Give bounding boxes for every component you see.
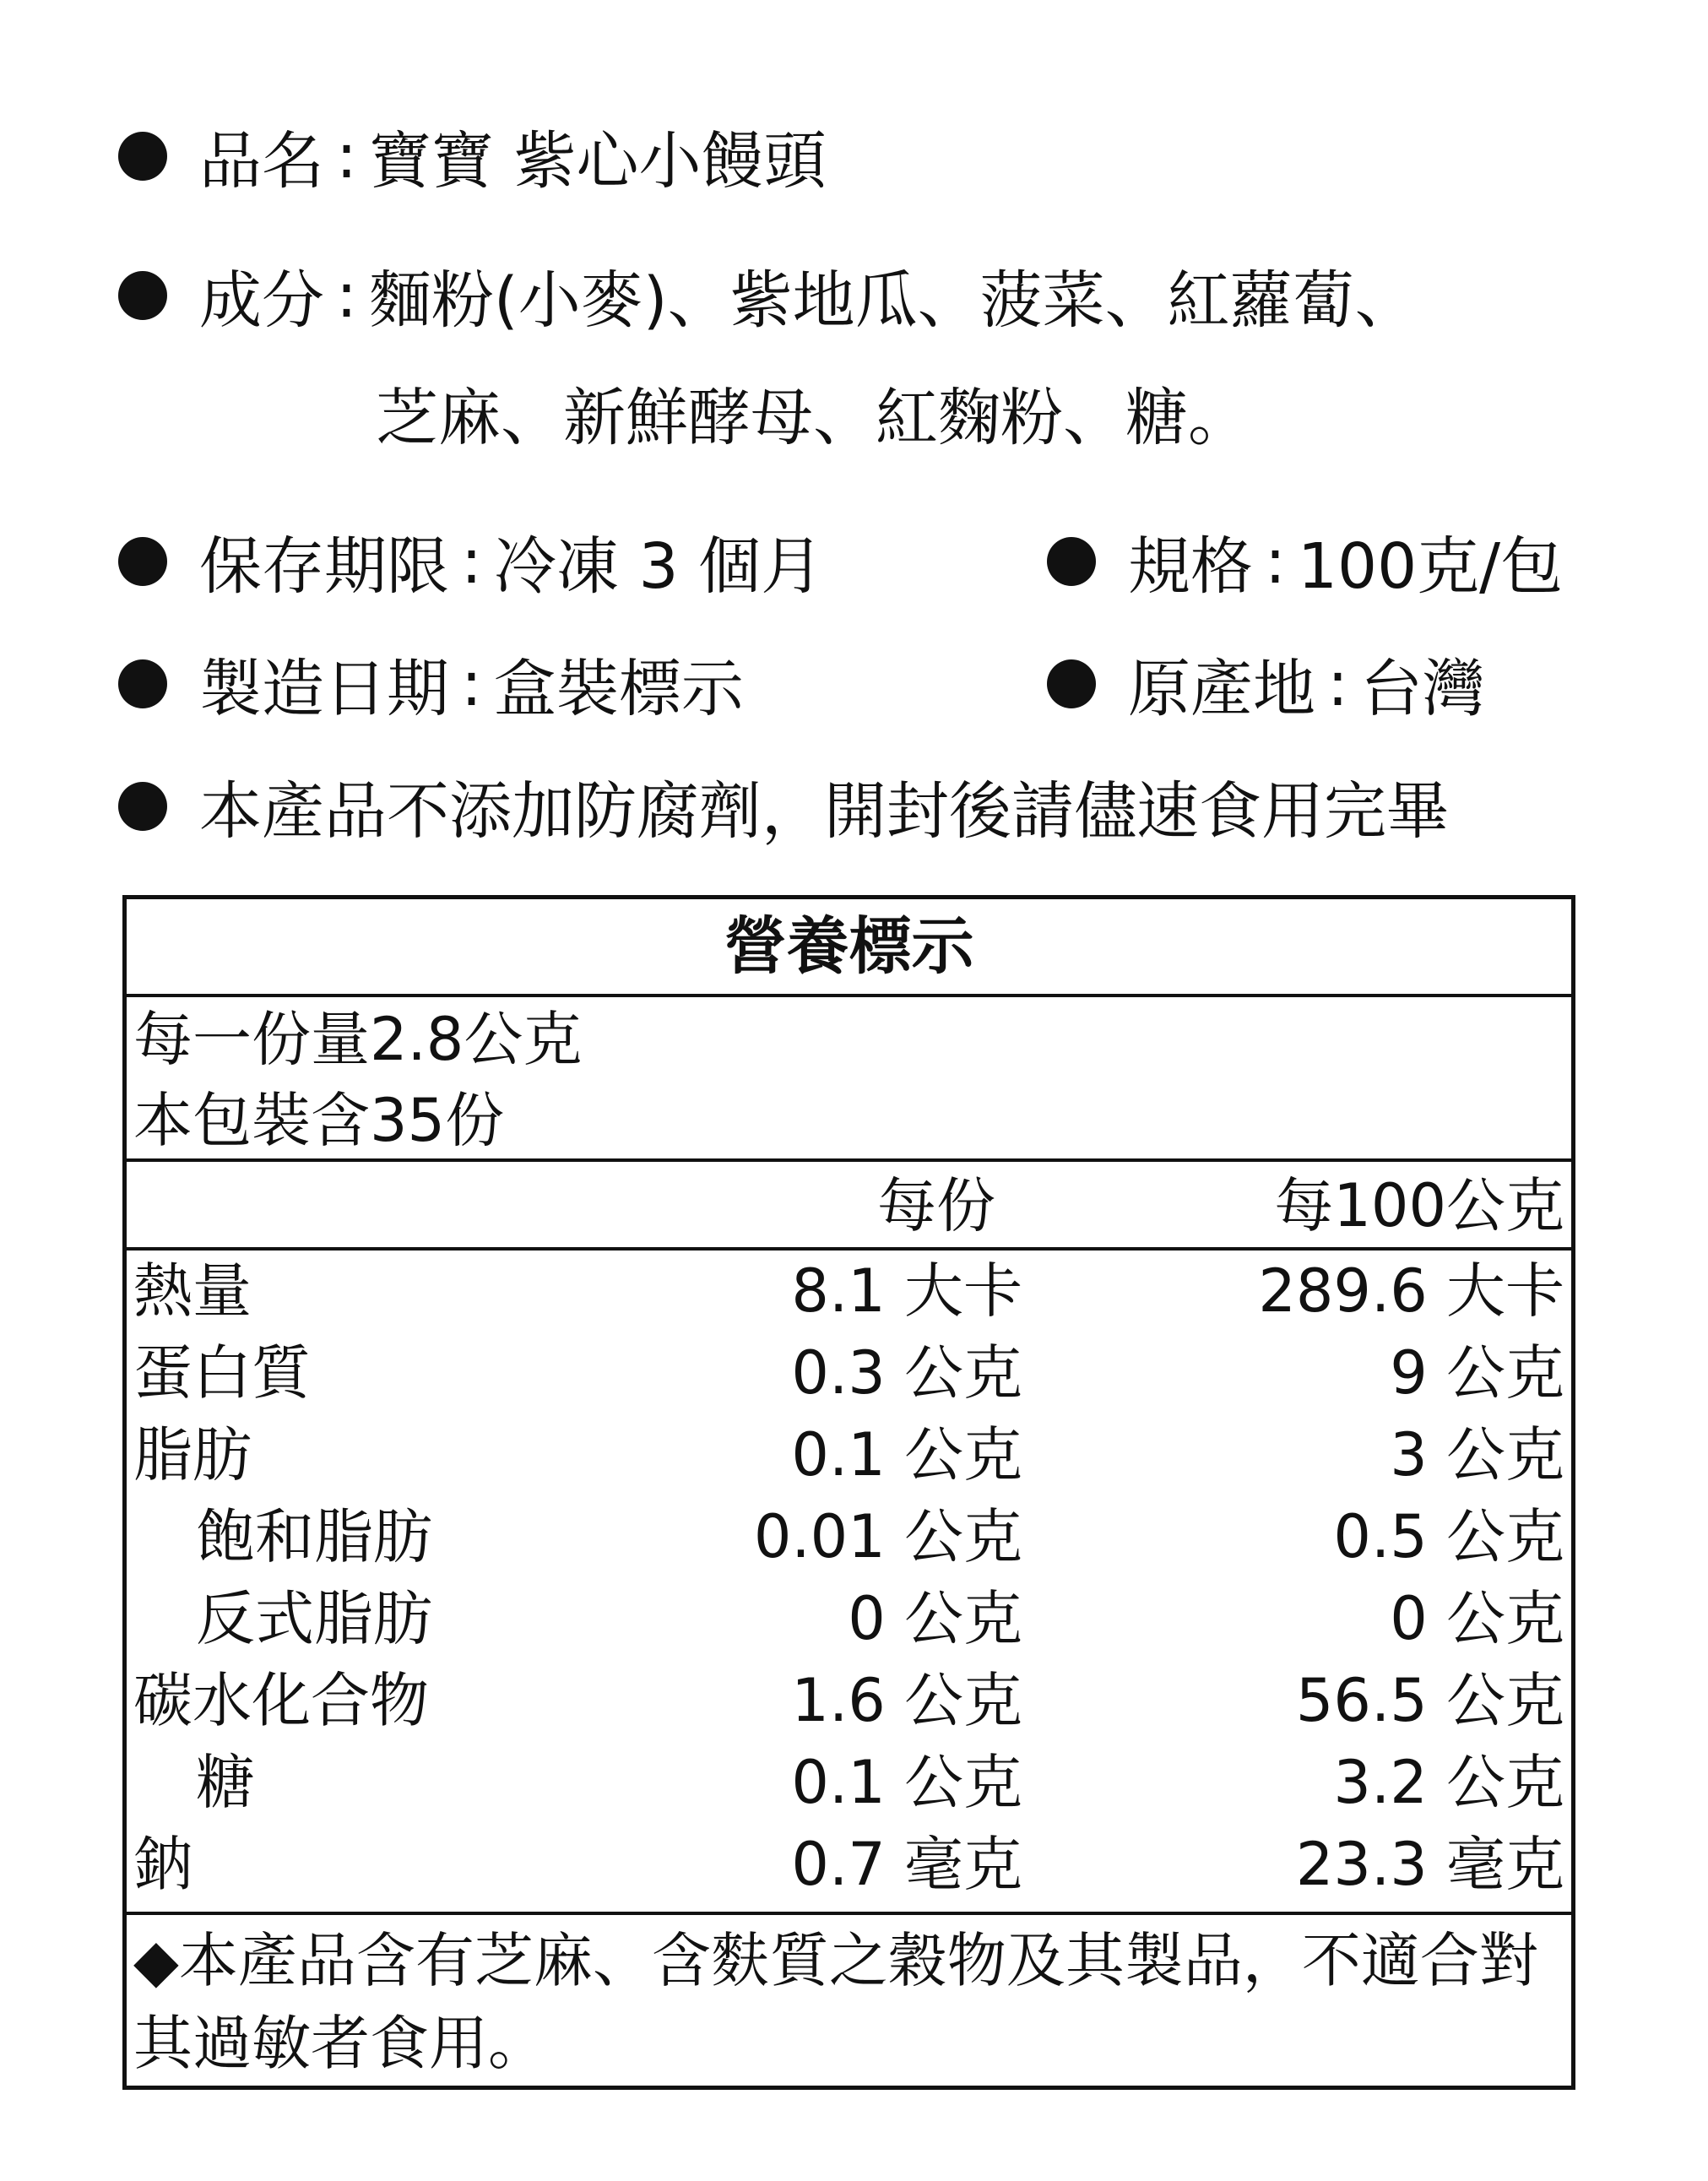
- origin-label: 原產地: [1128, 653, 1315, 725]
- nutrient-per-serving: 0.3 公克: [791, 1338, 1022, 1408]
- spec-line: [1047, 519, 1563, 604]
- origin-line: [1047, 642, 1485, 726]
- nutrient-per-serving: 0.7 毫克: [791, 1830, 1022, 1899]
- nutrient-per-100g: 9 公克: [1390, 1338, 1564, 1408]
- bullet-icon: [1047, 659, 1096, 708]
- separator: :: [336, 120, 357, 193]
- servings-per-pack: 本包裝含35份: [133, 1086, 505, 1155]
- column-header-per-100g: 每100公克: [1274, 1171, 1564, 1240]
- spec-value: 100克/包: [1297, 530, 1564, 603]
- table-row: [127, 1251, 1571, 1332]
- table-row: [127, 1742, 1571, 1824]
- nutrient-per-100g: 289.6 大卡: [1258, 1256, 1564, 1326]
- nutrient-per-serving: 8.1 大卡: [791, 1256, 1022, 1326]
- table-row: [127, 1496, 1571, 1578]
- bullet-icon: [118, 659, 167, 708]
- separator: :: [461, 525, 482, 598]
- product-name-line: [118, 114, 826, 198]
- mfg-date-line: [118, 642, 744, 726]
- table-row: [127, 1660, 1571, 1742]
- spec-label: 規格: [1128, 530, 1253, 603]
- nutrition-title: 營養標示: [127, 899, 1571, 997]
- table-row: [127, 1824, 1571, 1906]
- ingredients-value-line1: 麵粉(小麥)、紫地瓜、菠菜、紅蘿蔔、: [368, 264, 1418, 337]
- nutrient-per-serving: 0.01 公克: [753, 1502, 1022, 1571]
- nutrient-per-serving: 0.1 公克: [791, 1420, 1022, 1489]
- bullet-icon: [1047, 537, 1096, 586]
- shelf-life-value: 冷凍 3 個月: [493, 530, 824, 603]
- product-name-value: 寶寶 紫心小饅頭: [368, 125, 827, 198]
- preservative-notice-line: [118, 764, 1449, 849]
- column-header-per-serving: 每份: [877, 1171, 995, 1240]
- origin-value: 台灣: [1359, 653, 1485, 725]
- table-row: [127, 1414, 1571, 1496]
- ingredients-label: 成分: [199, 264, 324, 337]
- bullet-icon: [118, 782, 167, 831]
- nutrient-per-100g: 0.5 公克: [1333, 1502, 1564, 1571]
- separator: :: [1265, 525, 1286, 598]
- nutrient-rows: [127, 1251, 1571, 1915]
- nutrition-table: [122, 895, 1575, 2090]
- separator: :: [336, 259, 357, 332]
- serving-info: [127, 997, 1571, 1162]
- nutrient-per-100g: 56.5 公克: [1295, 1666, 1564, 1735]
- bullet-icon: [118, 537, 167, 586]
- separator: :: [461, 648, 482, 720]
- shelf-life-label: 保存期限: [199, 530, 449, 603]
- mfg-date-label: 製造日期: [199, 653, 449, 725]
- separator: :: [1327, 648, 1348, 720]
- nutrient-per-100g: 23.3 毫克: [1295, 1830, 1564, 1899]
- nutrient-per-100g: 3 公克: [1390, 1420, 1564, 1489]
- product-name-label: 品名: [199, 125, 324, 198]
- nutrient-label: 鈉: [133, 1830, 192, 1899]
- nutrient-per-100g: 3.2 公克: [1333, 1748, 1564, 1817]
- bullet-icon: [118, 271, 167, 320]
- allergen-warning: ◆本產品含有芝麻、含麩質之穀物及其製品，不適合對其過敏者食用。: [133, 1926, 1538, 2078]
- ingredients-line: [118, 253, 1418, 338]
- nutrient-per-serving: 1.6 公克: [791, 1666, 1022, 1735]
- preservative-notice: 本產品不添加防腐劑，開封後請儘速食用完畢: [199, 775, 1449, 848]
- nutrient-per-100g: 0 公克: [1390, 1584, 1564, 1653]
- table-row: [127, 1332, 1571, 1414]
- nutrient-label: 熱量: [133, 1256, 252, 1326]
- nutrient-label: 反式脂肪: [196, 1584, 432, 1653]
- column-header-row: [127, 1165, 1571, 1251]
- nutrient-label: 糖: [196, 1748, 255, 1817]
- nutrient-per-serving: 0 公克: [848, 1584, 1022, 1653]
- nutrient-label: 飽和脂肪: [196, 1502, 432, 1571]
- nutrient-label: 蛋白質: [133, 1338, 311, 1408]
- bullet-icon: [118, 132, 167, 181]
- nutrient-label: 碳水化合物: [133, 1666, 429, 1735]
- mfg-date-value: 盒裝標示: [493, 653, 744, 725]
- ingredients-value-line2: 芝麻、新鮮酵母、紅麴粉、糖。: [376, 382, 1250, 454]
- nutrient-label: 脂肪: [133, 1420, 252, 1489]
- serving-size: 每一份量2.8公克: [133, 1005, 583, 1074]
- table-row: [127, 1578, 1571, 1660]
- shelf-life-line: [118, 519, 823, 604]
- nutrient-per-serving: 0.1 公克: [791, 1748, 1022, 1817]
